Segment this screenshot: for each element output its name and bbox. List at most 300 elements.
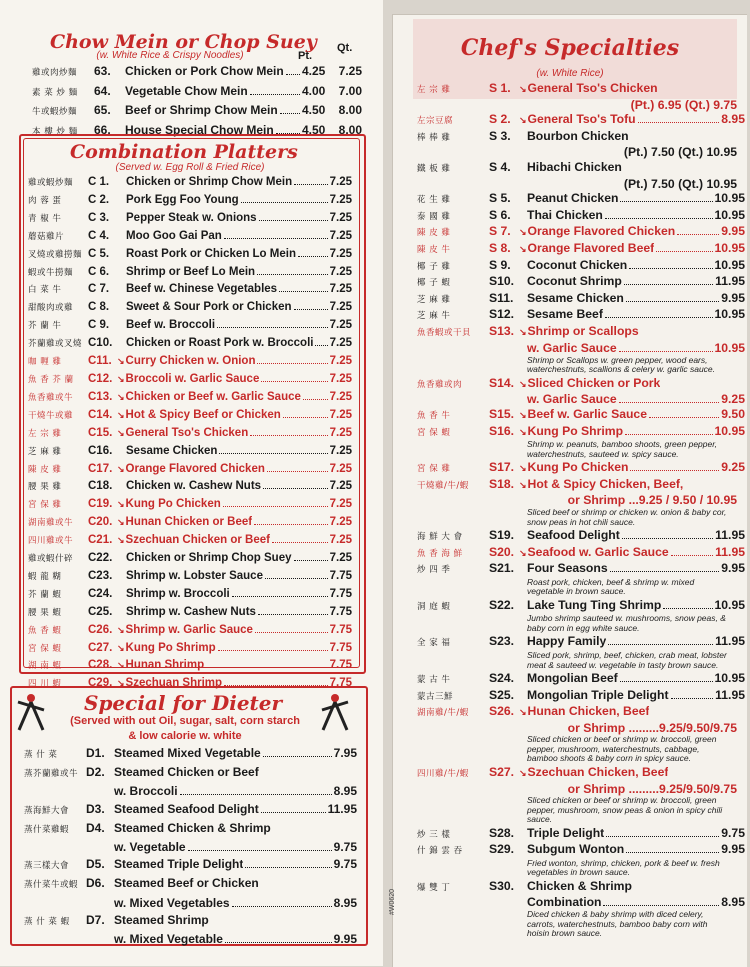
- item-name: Sesame Beef: [527, 307, 603, 322]
- item-price: 11.95: [715, 528, 745, 543]
- item-code: S29.: [489, 842, 515, 857]
- dot-leader: [619, 351, 713, 352]
- item-code: C10.: [88, 337, 113, 350]
- item-price: 7.25: [329, 176, 352, 188]
- dot-leader: [232, 906, 332, 907]
- item-name: Sesame Chicken: [126, 444, 218, 457]
- item-price: 10.95: [714, 423, 745, 438]
- chinese-name: 素 菜 炒 麵: [32, 87, 78, 98]
- dot-leader: [606, 836, 719, 837]
- chinese-name: 蒸什菜雞蝦: [24, 824, 70, 835]
- dot-leader: [263, 488, 328, 489]
- chef-row: [417, 842, 745, 859]
- item-price: 7.25: [329, 372, 352, 385]
- item-name: Chicken or Shrimp Chow Mein: [126, 176, 293, 188]
- chinese-name: 宮 保 雞: [417, 464, 451, 475]
- chinese-name: 蒸芥蘭雞或牛: [24, 769, 79, 780]
- dieter-row: [24, 820, 357, 839]
- item-code: S 2.: [489, 112, 511, 127]
- item-code: D3.: [86, 801, 105, 816]
- item-price: 7.25: [329, 247, 352, 260]
- chinese-name: 陳 皮 雞: [28, 464, 62, 475]
- dot-leader: [259, 220, 328, 221]
- item-price: 10.95: [714, 207, 745, 222]
- item-code: S10.: [489, 274, 515, 289]
- dot-leader: [620, 201, 712, 202]
- item-code: C27.: [88, 641, 113, 654]
- chef-row: [417, 376, 745, 393]
- item-name: General Tso's Tofu: [527, 112, 636, 127]
- combo-row: [28, 586, 352, 604]
- item-name-cont: (Pt.) 7.50 (Qt.) 10.95: [623, 145, 737, 160]
- item-name: Sesame Chicken: [527, 290, 624, 305]
- chinese-name: 宮 保 蝦: [417, 427, 451, 438]
- item-code: S20.: [489, 544, 515, 559]
- chinese-name: 芥 蘭 牛: [28, 321, 62, 332]
- item-code: S13.: [489, 323, 515, 338]
- item-price: 7.95: [333, 746, 357, 760]
- chinese-name: 洞 庭 蝦: [417, 601, 451, 612]
- chinese-name: 左宗豆腐: [417, 116, 454, 127]
- dot-leader: [188, 850, 332, 851]
- item-name: Steamed Triple Delight: [114, 857, 244, 872]
- dot-leader: [626, 301, 719, 302]
- combo-row: [28, 317, 352, 335]
- item-code: S19.: [489, 528, 515, 543]
- combo-row: [28, 192, 352, 210]
- chinese-name: 爆 雙 丁: [417, 882, 451, 893]
- chef-row: [417, 879, 745, 896]
- item-name: Moo Goo Gai Pan: [126, 229, 222, 242]
- item-code: C17.: [88, 462, 113, 475]
- item-name: Mongolian Beef: [527, 671, 618, 686]
- item-price: 10.95: [714, 340, 745, 355]
- item-name: Kung Po Chicken: [125, 498, 221, 511]
- item-code: S17.: [489, 460, 515, 475]
- hot-spicy-arrow-icon: ↘: [519, 243, 527, 254]
- item-price: 10.95: [714, 240, 745, 255]
- hot-spicy-arrow-icon: ↘: [117, 463, 125, 474]
- item-name: House Special Chow Mein: [125, 122, 274, 137]
- chef-row: [417, 81, 745, 98]
- item-name-cont: or Shrimp .........9.25/9.50/9.75: [567, 720, 737, 735]
- item-code: C 1.: [88, 176, 110, 188]
- dieter-title: Special for Dieter: [84, 691, 283, 715]
- hot-spicy-arrow-icon: ↘: [519, 479, 527, 490]
- item-code: S 8.: [489, 240, 511, 255]
- combo-row: [28, 389, 352, 407]
- item-price: 7.25: [329, 337, 352, 350]
- item-code: D7.: [86, 912, 105, 927]
- dot-leader: [245, 867, 331, 868]
- chinese-name: 蒸三樣大會: [24, 861, 70, 872]
- chow-mein-title: Chow Mein or Chop Suey: [50, 31, 317, 53]
- chinese-name: 四 川 蝦: [28, 679, 62, 690]
- item-price: 7.25: [329, 516, 352, 529]
- item-name: Hunan Chicken or Beef: [125, 516, 253, 529]
- item-name: Kung Po Shrimp: [527, 423, 624, 438]
- item-name: Four Seasons: [527, 561, 608, 576]
- hot-spicy-arrow-icon: ↘: [519, 547, 527, 558]
- dot-leader: [250, 435, 327, 436]
- chef-row: [417, 460, 745, 477]
- chinese-name: 雞或肉炒麵: [32, 68, 78, 78]
- side-code: #W0620: [389, 888, 396, 915]
- item-code: 65.: [94, 103, 111, 117]
- combo-row: [28, 228, 352, 246]
- item-name-cont: w. Mixed Vegetable: [114, 932, 223, 947]
- item-code: C29.: [88, 677, 113, 690]
- dot-leader: [225, 942, 332, 943]
- item-name: Orange Flavored Chicken: [125, 462, 265, 475]
- combo-row: [28, 478, 352, 496]
- item-code: S15.: [489, 407, 515, 422]
- item-name-cont: (Pt.) 6.95 (Qt.) 9.75: [630, 97, 737, 112]
- item-price: 7.75: [329, 623, 352, 636]
- chef-row: [417, 561, 745, 578]
- price-qt: 8.00: [338, 103, 362, 117]
- chinese-name: 甜酸肉或雞: [28, 303, 74, 314]
- chef-row: [417, 671, 745, 688]
- item-price: 11.95: [327, 801, 357, 816]
- chinese-name: 蒙古三鮮: [417, 691, 454, 702]
- dot-leader: [280, 113, 300, 114]
- chef-row: [417, 307, 745, 324]
- dieter-figure-icon: [14, 692, 48, 732]
- hot-spicy-arrow-icon: ↘: [117, 660, 125, 671]
- item-name-cont: w. Vegetable: [114, 840, 186, 855]
- item-name: Coconut Shrimp: [527, 274, 622, 289]
- chow-mein-list: [32, 63, 362, 141]
- dieter-row: [24, 912, 357, 931]
- price-qt: 8.00: [338, 122, 362, 137]
- item-price: 7.75: [329, 587, 352, 600]
- item-name: Lake Tung Ting Shrimp: [527, 597, 662, 612]
- dot-leader: [663, 608, 712, 609]
- dot-leader: [671, 698, 714, 699]
- chinese-name: 湖 南 蝦: [28, 661, 62, 672]
- dot-leader: [610, 571, 720, 572]
- col-qt-label: Qt.: [337, 42, 353, 54]
- item-description: Sliced chicken or beef or shrimp w. broccoli, green pepper, mushroom, snow peas & onion in spicy chili sauce.: [527, 795, 723, 825]
- item-name: Szechuan Chicken or Beef: [125, 534, 270, 547]
- hot-spicy-arrow-icon: ↘: [117, 409, 125, 420]
- item-name: Chicken w. Cashew Nuts: [126, 480, 262, 493]
- item-code: D2.: [86, 765, 105, 780]
- item-code: C18.: [88, 480, 113, 493]
- item-name-cont: Combination: [527, 895, 602, 910]
- item-name: Pepper Steak w. Onions: [126, 211, 257, 224]
- chef-row: [417, 424, 745, 441]
- chinese-name: 宮 保 蝦: [28, 643, 62, 654]
- item-price: 9.95: [721, 290, 745, 305]
- combo-row: [28, 640, 352, 658]
- dieter-subtitle-2: & low calorie w. white: [128, 730, 242, 742]
- dot-leader: [605, 218, 713, 219]
- dot-leader: [629, 268, 712, 269]
- hot-spicy-arrow-icon: ↘: [519, 378, 527, 389]
- item-name: Hunan Chicken, Beef: [527, 704, 650, 719]
- chef-row: [417, 129, 745, 146]
- item-price: 7.75: [329, 605, 352, 618]
- item-name: Vegetable Chow Mein: [125, 83, 248, 98]
- item-name: Peanut Chicken: [527, 191, 619, 206]
- item-code: S21.: [489, 561, 515, 576]
- chinese-name: 雞或蝦什碎: [28, 554, 74, 565]
- item-name: Kung Po Shrimp: [125, 641, 216, 654]
- dot-leader: [217, 327, 328, 328]
- item-code: S25.: [489, 687, 515, 702]
- chef-row-cont: [417, 895, 745, 910]
- combo-row: [28, 604, 352, 622]
- item-price: 7.75: [329, 677, 352, 690]
- chinese-name: 蒸什菜牛或蝦: [24, 880, 79, 891]
- chinese-name: 魚 香 牛: [417, 411, 451, 422]
- combination-title: Combination Platters: [70, 141, 298, 163]
- item-name: Beef w. Broccoli: [126, 319, 216, 332]
- combo-row: [28, 174, 352, 192]
- hot-spicy-arrow-icon: ↘: [519, 707, 527, 718]
- item-name: Sweet & Sour Pork or Chicken: [126, 301, 292, 314]
- item-code: D1.: [86, 746, 105, 760]
- item-name: Chicken or Beef w. Garlic Sauce: [125, 390, 301, 403]
- chinese-name: 左 宗 雞: [417, 85, 451, 95]
- item-description: Roast pork, chicken, beef & shrimp w. mixed vegetable in brown sauce.: [527, 576, 695, 597]
- hot-spicy-arrow-icon: ↘: [519, 463, 527, 474]
- item-name: Beef w. Garlic Sauce: [527, 407, 647, 422]
- chinese-name: 全 家 福: [417, 638, 451, 649]
- chinese-name: 干燒牛或雞: [28, 410, 74, 421]
- item-name: Roast Pork or Chicken Lo Mein: [126, 247, 296, 260]
- chinese-name: 陳 皮 雞: [417, 228, 451, 239]
- item-name-cont: (Pt.) 7.50 (Qt.) 10.95: [623, 176, 737, 191]
- chef-row: [417, 688, 745, 705]
- combo-row: [28, 210, 352, 228]
- item-price: 7.25: [329, 480, 352, 493]
- item-name-cont: w. Garlic Sauce: [527, 392, 617, 407]
- dot-leader: [241, 202, 328, 203]
- item-name: Curry Chicken w. Onion: [125, 355, 256, 368]
- chef-row: [417, 826, 745, 843]
- dot-leader: [254, 524, 328, 525]
- combination-list: [28, 174, 352, 693]
- chinese-name: 干燒雞/牛/蝦: [417, 480, 469, 491]
- item-name: Mongolian Triple Delight: [527, 687, 669, 702]
- chinese-name: 青 椒 牛: [28, 213, 62, 224]
- combo-row: [28, 281, 352, 299]
- item-name: Steamed Seafood Delight: [114, 801, 259, 816]
- item-code: C 8.: [88, 301, 110, 314]
- item-name: Orange Flavored Chicken: [527, 224, 676, 239]
- chinese-name: 蒸海鮮大會: [24, 805, 70, 816]
- chinese-name: 腰 果 蝦: [28, 607, 62, 618]
- chef-row: [417, 291, 745, 308]
- hot-spicy-arrow-icon: ↘: [117, 642, 125, 653]
- item-code: S22.: [489, 597, 515, 612]
- chef-title: Chef's Specialties: [460, 35, 680, 61]
- chinese-name: 椰 子 蝦: [417, 278, 451, 289]
- hot-spicy-arrow-icon: ↘: [117, 373, 125, 384]
- item-description: Sliced beef or shrimp or chicken w. onion & baby cor, snow peas in hot chili sauce.: [527, 507, 727, 527]
- item-code: S26.: [489, 704, 515, 719]
- combo-row: [28, 532, 352, 550]
- item-code: C 7.: [88, 283, 110, 296]
- item-price: 10.95: [714, 307, 745, 322]
- item-code: C13.: [88, 390, 113, 403]
- item-name: Seafood w. Garlic Sauce: [527, 544, 669, 559]
- combo-row: [28, 622, 352, 640]
- item-code: C 3.: [88, 211, 110, 224]
- chinese-name: 腰 果 雞: [28, 482, 62, 493]
- col-pt-label: Pt.: [298, 50, 313, 62]
- item-code: C 2.: [88, 193, 110, 206]
- right-menu-page: [389, 14, 747, 967]
- item-price: 7.25: [329, 408, 352, 421]
- combo-row: [28, 657, 352, 675]
- item-price: 9.95: [721, 561, 745, 576]
- item-price: 10.95: [714, 257, 745, 272]
- chinese-name: 芝 麻 雞: [417, 294, 451, 305]
- item-code: S16.: [489, 423, 515, 438]
- item-code: C14.: [88, 408, 113, 421]
- combo-row: [28, 407, 352, 425]
- dot-leader: [257, 274, 328, 275]
- chef-row: [417, 528, 745, 545]
- hot-spicy-arrow-icon: ↘: [117, 499, 125, 510]
- item-price: 10.95: [714, 191, 745, 206]
- dot-leader: [224, 238, 328, 239]
- chinese-name: 本 樓 炒 麵: [32, 126, 78, 137]
- dot-leader: [267, 471, 328, 472]
- dot-leader: [620, 681, 713, 682]
- chef-row: [417, 634, 745, 651]
- chinese-name: 湖南雞/牛/蝦: [417, 708, 469, 719]
- hot-spicy-arrow-icon: ↘: [519, 115, 527, 126]
- item-code: C12.: [88, 372, 113, 385]
- item-code: C22.: [88, 552, 113, 565]
- item-price: 9.75: [333, 857, 357, 872]
- dieter-row: [24, 801, 357, 820]
- item-code: S 5.: [489, 191, 511, 206]
- combination-subtitle: (Served w. Egg Roll & Fried Rice): [115, 162, 265, 173]
- item-code: C 4.: [88, 229, 110, 242]
- dot-leader: [656, 251, 712, 252]
- dot-leader: [294, 560, 328, 561]
- item-code: C19.: [88, 498, 113, 511]
- item-name-cont: w. Broccoli: [114, 784, 178, 799]
- item-price: 8.95: [333, 895, 357, 910]
- combo-row: [28, 461, 352, 479]
- item-price: 9.95: [721, 842, 745, 857]
- item-price: 7.25: [329, 229, 352, 242]
- item-name: Shrimp w. Broccoli: [126, 587, 230, 600]
- dieter-subtitle-1: (Served with out Oil, sugar, salt, corn starch: [70, 715, 300, 727]
- hot-spicy-arrow-icon: ↘: [519, 227, 527, 238]
- dot-leader: [619, 402, 720, 403]
- chef-row: [417, 241, 745, 258]
- item-code: D4.: [86, 820, 105, 835]
- chef-row-cont: [417, 177, 745, 192]
- item-price: 9.95: [721, 224, 745, 239]
- dot-leader: [626, 852, 719, 853]
- dot-leader: [218, 650, 328, 651]
- chef-row: [417, 258, 745, 275]
- chinese-name: 蝦 龍 糊: [28, 571, 62, 582]
- chinese-name: 雞或蝦炒麵: [28, 178, 74, 188]
- item-code: C26.: [88, 623, 113, 636]
- hot-spicy-arrow-icon: ↘: [117, 678, 125, 689]
- item-name: Hot & Spicy Beef or Chicken: [125, 408, 281, 421]
- item-name: Kung Po Chicken: [527, 460, 629, 475]
- price-qt: 7.00: [338, 83, 362, 98]
- combo-row: [28, 425, 352, 443]
- dieter-row-cont: [24, 783, 357, 800]
- chinese-name: 棒 棒 雞: [417, 132, 451, 143]
- item-name: Steamed Chicken & Shrimp: [114, 820, 271, 835]
- item-code: C11.: [88, 355, 112, 368]
- chef-row: [417, 765, 745, 782]
- item-name: Shrimp or Beef Lo Mein: [126, 265, 256, 278]
- item-price: 10.95: [714, 597, 745, 612]
- item-name-cont: or Shrimp .........9.25/9.50/9.75: [567, 781, 737, 796]
- item-price: 9.50: [721, 407, 745, 422]
- chinese-name: 四川雞/牛/蝦: [417, 768, 469, 779]
- item-name: General Tso's Chicken: [527, 81, 658, 95]
- chinese-name: 鐵 板 雞: [417, 163, 451, 174]
- chinese-name: 海 鮮 大 會: [417, 532, 463, 543]
- price-pt: 4.25: [302, 64, 326, 78]
- item-price: 7.25: [329, 498, 352, 511]
- dot-leader: [298, 256, 328, 257]
- chow-mein-subtitle: (w. White Rice & Crispy Noodles): [96, 50, 244, 61]
- item-price: 9.75: [333, 840, 357, 855]
- dot-leader: [261, 812, 326, 813]
- combo-row: [28, 443, 352, 461]
- chef-row: [417, 274, 745, 291]
- chinese-name: 椰 子 雞: [417, 261, 451, 272]
- chinese-name: 芝 麻 牛: [417, 311, 451, 322]
- hot-spicy-arrow-icon: ↘: [117, 391, 125, 402]
- combo-row: [28, 496, 352, 514]
- dieter-row: [24, 875, 357, 894]
- dieter-row-cont: [24, 839, 357, 856]
- item-price: 7.75: [329, 569, 352, 582]
- chinese-name: 花 生 雞: [417, 195, 451, 206]
- dieter-row-cont: [24, 895, 357, 912]
- combo-row: [28, 371, 352, 389]
- combo-row: [28, 246, 352, 264]
- dot-leader: [272, 542, 328, 543]
- price-pt: 4.00: [302, 83, 326, 98]
- item-name-cont: w. Mixed Vegetables: [114, 895, 230, 910]
- dot-leader: [608, 644, 713, 645]
- item-name: Pork Egg Foo Young: [126, 193, 239, 206]
- chinese-name: 陳 皮 牛: [417, 244, 451, 255]
- chef-row: [417, 407, 745, 424]
- chinese-name: 湖南雞或牛: [28, 518, 74, 529]
- chinese-name: 魚香雞或牛: [28, 392, 74, 403]
- hot-spicy-arrow-icon: ↘: [519, 767, 527, 778]
- chef-row-cont: [417, 145, 745, 160]
- item-price: 11.95: [715, 687, 745, 702]
- dot-leader: [261, 381, 327, 382]
- dot-leader: [180, 794, 332, 795]
- dot-leader: [232, 596, 328, 597]
- combo-row: [28, 335, 352, 353]
- item-code: C24.: [88, 587, 113, 600]
- item-name: Thai Chicken: [527, 207, 603, 222]
- item-name: Shrimp w. Cashew Nuts: [126, 605, 256, 618]
